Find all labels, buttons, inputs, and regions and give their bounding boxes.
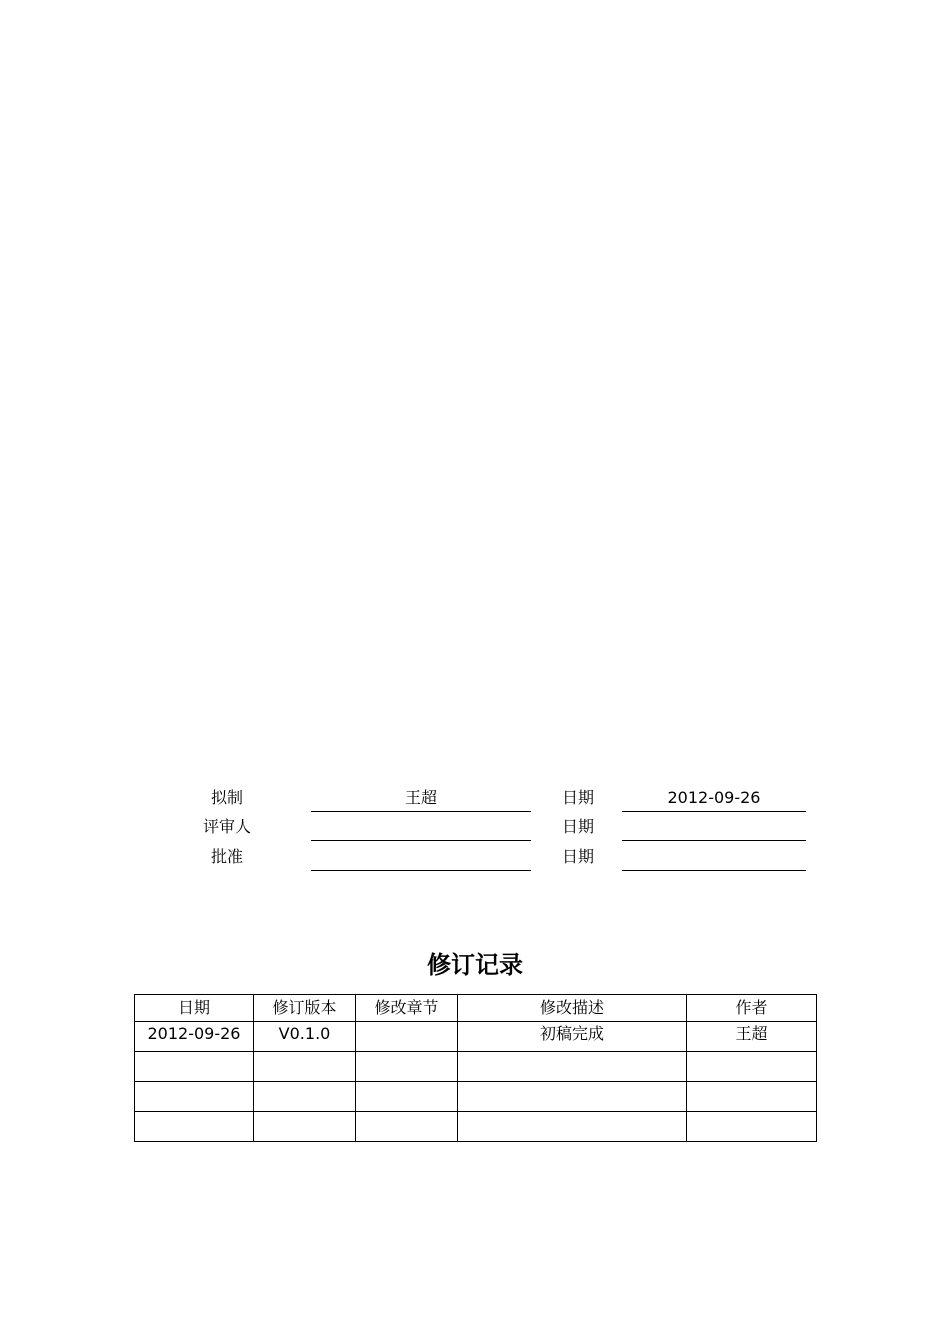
drafted-by-field[interactable]: 王超 bbox=[311, 784, 531, 812]
cell-description bbox=[458, 1082, 687, 1112]
table-row bbox=[135, 1112, 817, 1142]
cell-version bbox=[254, 1112, 356, 1142]
cell-section bbox=[356, 1112, 458, 1142]
table-row bbox=[135, 1052, 817, 1082]
approver-field[interactable] bbox=[311, 843, 531, 871]
revision-header-row bbox=[135, 995, 817, 1022]
drafted-date-field[interactable]: 2012-09-26 bbox=[622, 784, 806, 812]
approver-date-label: 日期 bbox=[561, 847, 594, 866]
table-row bbox=[135, 1022, 817, 1052]
header-author: 作者 bbox=[687, 995, 817, 1022]
drafted-label: 拟制 bbox=[210, 788, 243, 807]
cell-author bbox=[687, 1052, 817, 1082]
drafted-date-label: 日期 bbox=[561, 788, 594, 807]
approver-date-field[interactable] bbox=[622, 843, 806, 871]
signature-row-drafted bbox=[0, 784, 950, 812]
cell-version: V0.1.0 bbox=[254, 1022, 356, 1052]
cell-description: 初稿完成 bbox=[458, 1022, 687, 1052]
cell-author: 王超 bbox=[687, 1022, 817, 1052]
cell-description bbox=[458, 1112, 687, 1142]
signature-row-approved bbox=[0, 843, 950, 871]
revision-table bbox=[134, 994, 817, 1142]
cell-date: 2012-09-26 bbox=[135, 1022, 254, 1052]
cell-author bbox=[687, 1082, 817, 1112]
reviewer-date-field[interactable] bbox=[622, 813, 806, 841]
revision-title: 修订记录 bbox=[427, 951, 523, 979]
cell-date bbox=[135, 1112, 254, 1142]
cell-version bbox=[254, 1082, 356, 1112]
cell-section bbox=[356, 1082, 458, 1112]
cell-description bbox=[458, 1052, 687, 1082]
table-row bbox=[135, 1082, 817, 1112]
reviewer-label: 评审人 bbox=[202, 817, 251, 836]
cell-version bbox=[254, 1052, 356, 1082]
approved-label: 批准 bbox=[210, 847, 243, 866]
header-date: 日期 bbox=[135, 995, 254, 1022]
header-version: 修订版本 bbox=[254, 995, 356, 1022]
signature-row-reviewer bbox=[0, 813, 950, 841]
cell-section bbox=[356, 1022, 458, 1052]
header-section: 修改章节 bbox=[356, 995, 458, 1022]
cell-date bbox=[135, 1052, 254, 1082]
cell-section bbox=[356, 1052, 458, 1082]
header-description: 修改描述 bbox=[458, 995, 687, 1022]
reviewer-date-label: 日期 bbox=[561, 817, 594, 836]
cell-date bbox=[135, 1082, 254, 1112]
reviewer-field[interactable] bbox=[311, 813, 531, 841]
cell-author bbox=[687, 1112, 817, 1142]
